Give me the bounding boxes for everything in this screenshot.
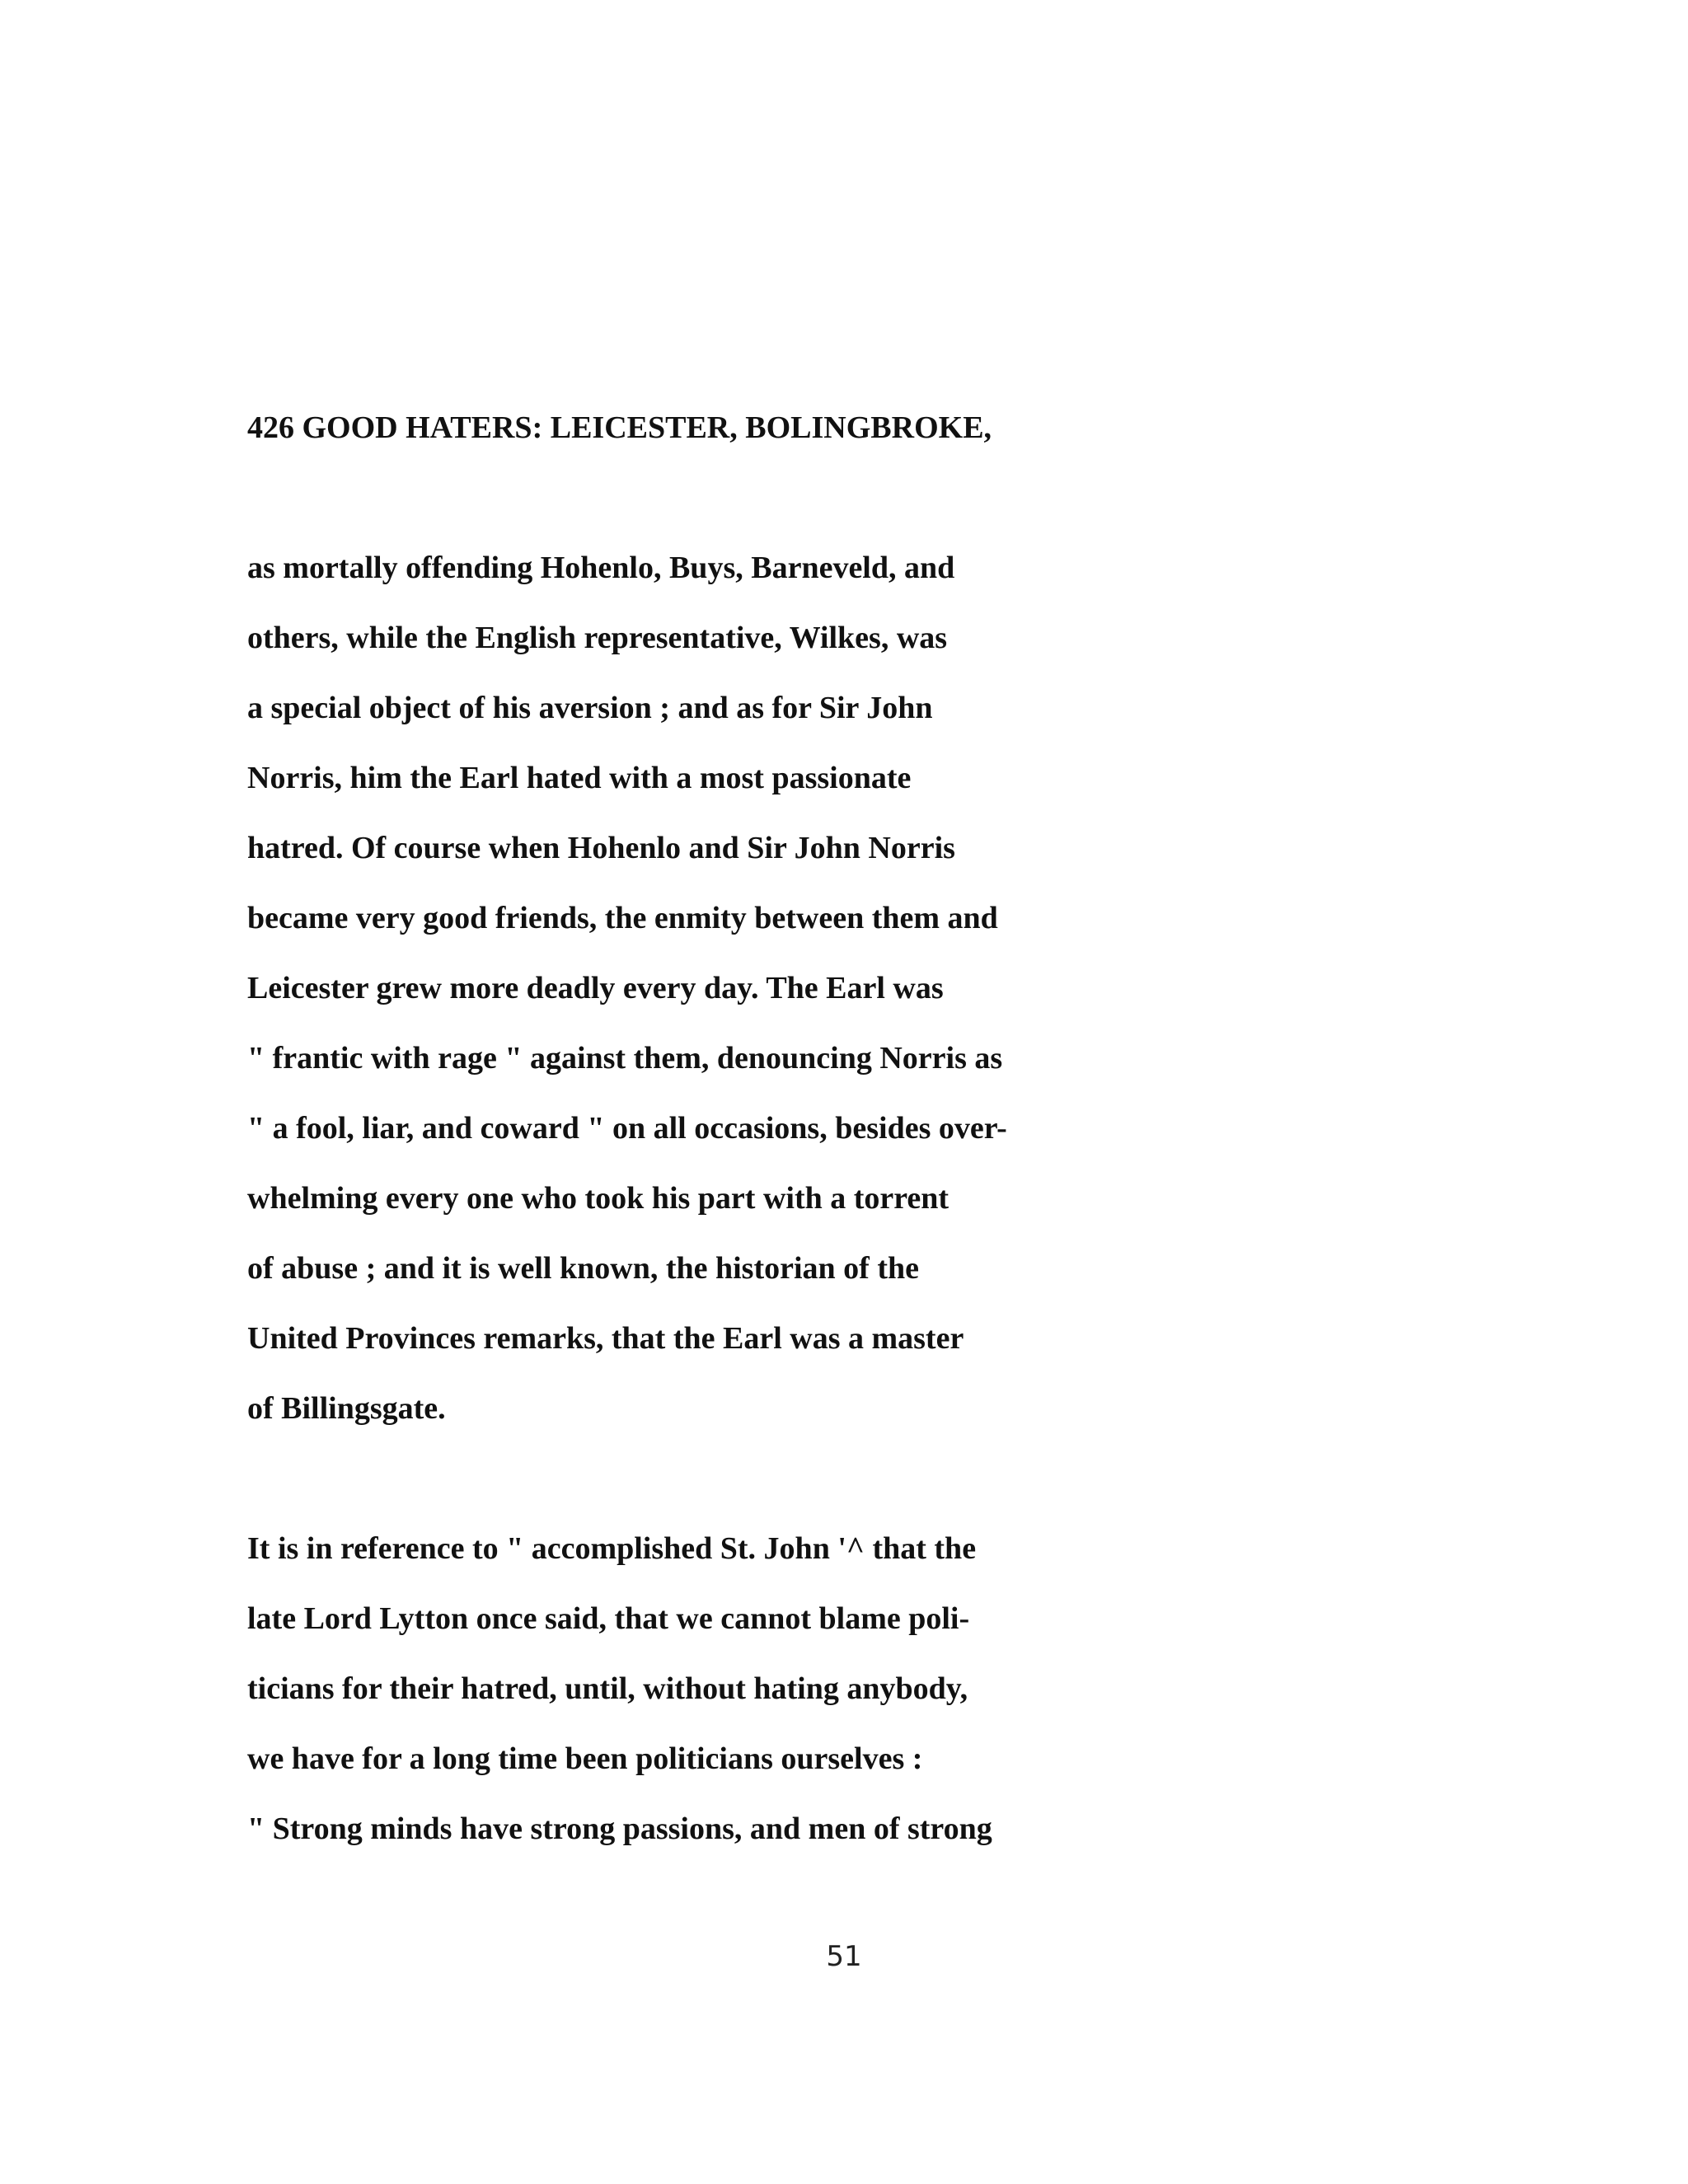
text-line: ticians for their hatred, until, without hating anybody, [247, 1671, 968, 1706]
text-line: " Strong minds have strong passions, and men of strong [247, 1811, 992, 1846]
page-number: 51 [826, 1940, 862, 1973]
text-line: " a fool, liar, and coward " on all occasions, besides over- [247, 1111, 1007, 1146]
text-line: we have for a long time been politicians ourselves : [247, 1741, 923, 1776]
text-line: of Billingsgate. [247, 1391, 446, 1426]
text-line: hatred. Of course when Hohenlo and Sir John Norris [247, 831, 955, 865]
text-line: " frantic with rage " against them, denouncing Norris as [247, 1041, 1003, 1076]
text-line: a special object of his aversion ; and as for Sir John [247, 691, 933, 725]
text-line: late Lord Lytton once said, that we cannot blame poli- [247, 1601, 970, 1636]
text-line: Norris, him the Earl hated with a most passionate [247, 761, 912, 795]
text-line: whelming every one who took his part with a torrent [247, 1181, 950, 1216]
text-line: became very good friends, the enmity between them and [247, 901, 998, 935]
text-line: of abuse ; and it is well known, the historian of the [247, 1251, 919, 1286]
running-head: 426 GOOD HATERS: LEICESTER, BOLINGBROKE, [247, 410, 992, 445]
text-line: Leicester grew more deadly every day. The Earl was [247, 971, 944, 1005]
text-line: as mortally offending Hohenlo, Buys, Barneveld, and [247, 551, 955, 585]
text-line: others, while the English representative, Wilkes, was [247, 621, 948, 655]
text-line: United Provinces remarks, that the Earl was a master [247, 1321, 964, 1356]
text-line: It is in reference to " accomplished St. John '^ that the [247, 1531, 977, 1566]
